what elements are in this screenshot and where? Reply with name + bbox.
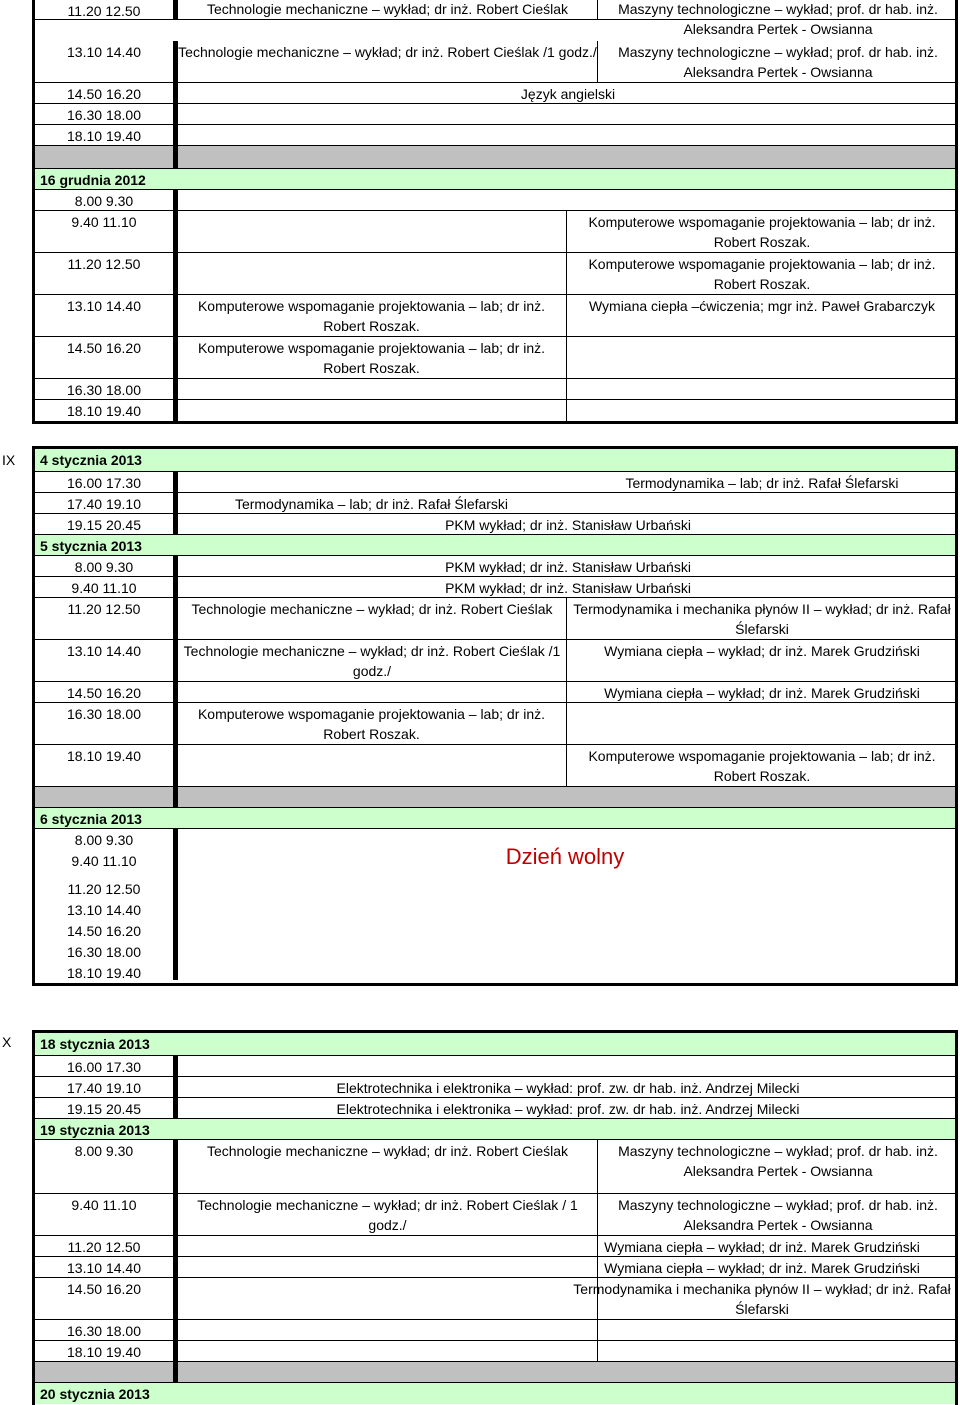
class-cell: Komputerowe wspomaganie projektowania – lab; dr inż. Robert Roszak. [588, 748, 936, 784]
time-slot: 19.15 20.45 [67, 517, 141, 533]
date-label: 6 stycznia 2013 [40, 811, 142, 827]
time-slot: 16.30 18.00 [67, 944, 141, 960]
time-slot: 14.50 16.20 [67, 86, 141, 102]
time-slot: 17.40 19.10 [67, 496, 141, 512]
schedule-row [35, 556, 955, 577]
schedule-row [35, 514, 955, 535]
time-slot: 8.00 9.30 [74, 832, 134, 848]
time-slot: 19.15 20.45 [67, 1101, 141, 1117]
class-cell: Wymiana ciepła – wykład; dr inż. Marek Grudziński [604, 1239, 920, 1255]
time-slot: 9.40 11.10 [71, 580, 137, 596]
time-slot: 14.50 16.20 [67, 340, 141, 356]
class-cell: Komputerowe wspomaganie projektowania – lab; dr inż. Robert Roszak. [197, 706, 546, 742]
time-slot: 16.00 17.30 [67, 475, 141, 491]
schedule-row [35, 295, 955, 337]
schedule-row [35, 682, 955, 703]
schedule-row [35, 0, 955, 37]
class-cell: Komputerowe wspomaganie projektowania – lab; dr inż. Robert Roszak. [588, 214, 936, 250]
time-slot: 11.20 12.50 [67, 601, 141, 617]
schedule-row [35, 1341, 955, 1362]
date-row [35, 1119, 955, 1140]
class-cell: Komputerowe wspomaganie projektowania – lab; dr inż. Robert Roszak. [197, 298, 546, 334]
time-slot: 13.10 14.40 [67, 1260, 141, 1276]
class-cell: Elektrotechnika i elektronika – wykład: prof. zw. dr hab. inż. Andrzej Milecki [336, 1080, 800, 1096]
schedule-block-ix [32, 446, 958, 986]
separator-row [35, 1362, 955, 1383]
day-off-group [35, 829, 955, 980]
schedule-row [35, 1257, 955, 1278]
schedule-row [35, 379, 955, 400]
schedule-row [35, 1140, 955, 1194]
schedule-row [35, 1056, 955, 1077]
time-slot: 14.50 16.20 [67, 923, 141, 939]
time-slot: 18.10 19.40 [67, 965, 141, 981]
date-label: 19 stycznia 2013 [40, 1122, 150, 1138]
time-slot: 11.20 12.50 [67, 881, 141, 897]
schedule-row [35, 640, 955, 682]
class-cell: Wymiana ciepła – wykład; dr inż. Marek Grudziński [604, 1260, 920, 1276]
schedule-row [35, 1098, 955, 1119]
class-cell: Komputerowe wspomaganie projektowania – lab; dr inż. Robert Roszak. [197, 340, 546, 376]
time-slot: 8.00 9.30 [74, 559, 134, 575]
schedule-row [35, 745, 955, 787]
time-slot: 17.40 19.10 [67, 1080, 141, 1096]
schedule-block-december [32, 0, 958, 424]
date-row [35, 535, 955, 556]
schedule-row [35, 1278, 955, 1320]
section-number: X [2, 1034, 12, 1050]
time-slot: 9.40 11.10 [71, 1197, 137, 1213]
time-slot: 18.10 19.40 [67, 403, 141, 419]
schedule-row [35, 598, 955, 640]
class-cell: Technologie mechaniczne – wykład; dr inż. Robert Cieślak [206, 1143, 569, 1159]
section-number: IX [2, 452, 16, 468]
class-cell: PKM wykład; dr inż. Stanisław Urbański [445, 559, 691, 575]
time-slot: 18.10 19.40 [67, 128, 141, 144]
class-cell: Elektrotechnika i elektronika – wykład: prof. zw. dr hab. inż. Andrzej Milecki [336, 1101, 800, 1117]
time-slot: 13.10 14.40 [67, 44, 141, 60]
separator-row [35, 787, 955, 808]
class-cell: Język angielski [520, 86, 616, 102]
date-label: 16 grudnia 2012 [40, 172, 146, 188]
schedule-row [35, 1320, 955, 1341]
time-slot: 11.20 12.50 [67, 256, 141, 272]
class-cell: Termodynamika – lab; dr inż. Rafał Ślefarski [234, 496, 509, 512]
date-row [35, 1383, 955, 1404]
time-slot: 16.00 17.30 [67, 1059, 141, 1075]
class-cell: Technologie mechaniczne – wykład; dr inż. Robert Cieślak / 1 godz./ [197, 1197, 578, 1233]
time-slot: 8.00 9.30 [74, 193, 134, 209]
class-cell: Wymiana ciepła –ćwiczenia; mgr inż. Paweł Grabarczyk [588, 298, 936, 314]
time-slot: 14.50 16.20 [67, 685, 141, 701]
date-label: 4 stycznia 2013 [40, 452, 142, 468]
class-cell: Maszyny technologiczne – wykład; prof. dr hab. inż. Aleksandra Pertek - Owsianna [618, 1, 938, 37]
date-row [35, 808, 955, 829]
class-cell: Technologie mechaniczne – wykład; dr inż. Robert Cieślak /1 godz./ [178, 44, 597, 60]
time-slot: 9.40 11.10 [71, 214, 137, 230]
class-cell: Termodynamika i mechanika płynów II – wykład; dr inż. Rafał Ślefarski [573, 1281, 951, 1317]
class-cell: Termodynamika i mechanika płynów II – wykład; dr inż. Rafał Ślefarski [573, 601, 951, 637]
class-cell: Wymiana ciepła – wykład; dr inż. Marek Grudziński [604, 685, 920, 701]
class-cell: Technologie mechaniczne – wykład; dr inż. Robert Cieślak [206, 1, 569, 17]
class-cell: Termodynamika – lab; dr inż. Rafał Ślefarski [625, 475, 899, 491]
separator-row [35, 146, 955, 169]
time-slot: 18.10 19.40 [67, 1344, 141, 1360]
schedule-row [35, 1194, 955, 1236]
schedule-row [35, 472, 955, 493]
schedule-row [35, 41, 955, 83]
time-slot: 16.30 18.00 [67, 107, 141, 123]
class-cell: Maszyny technologiczne – wykład; prof. dr hab. inż. Aleksandra Pertek - Owsianna [618, 1143, 938, 1179]
date-label: 18 stycznia 2013 [40, 1036, 150, 1052]
time-slot: 11.20 12.50 [67, 3, 141, 19]
time-slot: 16.30 18.00 [67, 382, 141, 398]
schedule-row [35, 703, 955, 745]
time-slot: 9.40 11.10 [71, 853, 137, 869]
schedule-row [35, 190, 955, 211]
schedule-row [35, 1077, 955, 1098]
time-slot: 16.30 18.00 [67, 1323, 141, 1339]
time-slot: 13.10 14.40 [67, 902, 141, 918]
schedule-row [35, 83, 955, 104]
time-slot: 13.10 14.40 [67, 298, 141, 314]
schedule-row [35, 104, 955, 125]
time-slot: 16.30 18.00 [67, 706, 141, 722]
date-row [35, 1033, 955, 1056]
time-slot: 13.10 14.40 [67, 643, 141, 659]
day-off-label: Dzień wolny [505, 844, 625, 869]
schedule-row [35, 337, 955, 379]
schedule-row [35, 1236, 955, 1257]
class-cell: Technologie mechaniczne – wykład; dr inż. Robert Cieślak [191, 601, 553, 617]
schedule-row [35, 577, 955, 598]
time-slot: 14.50 16.20 [67, 1281, 141, 1297]
time-slot: 11.20 12.50 [67, 1239, 141, 1255]
date-label: 5 stycznia 2013 [40, 538, 142, 554]
class-cell: Technologie mechaniczne – wykład; dr inż. Robert Cieślak /1 godz./ [183, 643, 561, 679]
class-cell: Wymiana ciepła – wykład; dr inż. Marek Grudziński [604, 643, 920, 659]
schedule-row [35, 211, 955, 253]
schedule-block-x [32, 1030, 958, 1405]
date-row [35, 169, 955, 190]
schedule-row [35, 253, 955, 295]
class-cell: Komputerowe wspomaganie projektowania – lab; dr inż. Robert Roszak. [588, 256, 936, 292]
time-slot: 18.10 19.40 [67, 748, 141, 764]
date-row [35, 449, 955, 472]
schedule-row [35, 400, 955, 421]
date-label: 20 stycznia 2013 [40, 1386, 150, 1402]
class-cell: Maszyny technologiczne – wykład; prof. dr hab. inż. Aleksandra Pertek - Owsianna [618, 1197, 938, 1233]
class-cell: PKM wykład; dr inż. Stanisław Urbański [445, 517, 691, 533]
schedule-row [35, 125, 955, 146]
class-cell: Maszyny technologiczne – wykład; prof. dr hab. inż. Aleksandra Pertek - Owsianna [618, 44, 938, 80]
time-slot: 8.00 9.30 [74, 1143, 134, 1159]
schedule-row [35, 493, 955, 514]
class-cell: PKM wykład; dr inż. Stanisław Urbański [445, 580, 691, 596]
